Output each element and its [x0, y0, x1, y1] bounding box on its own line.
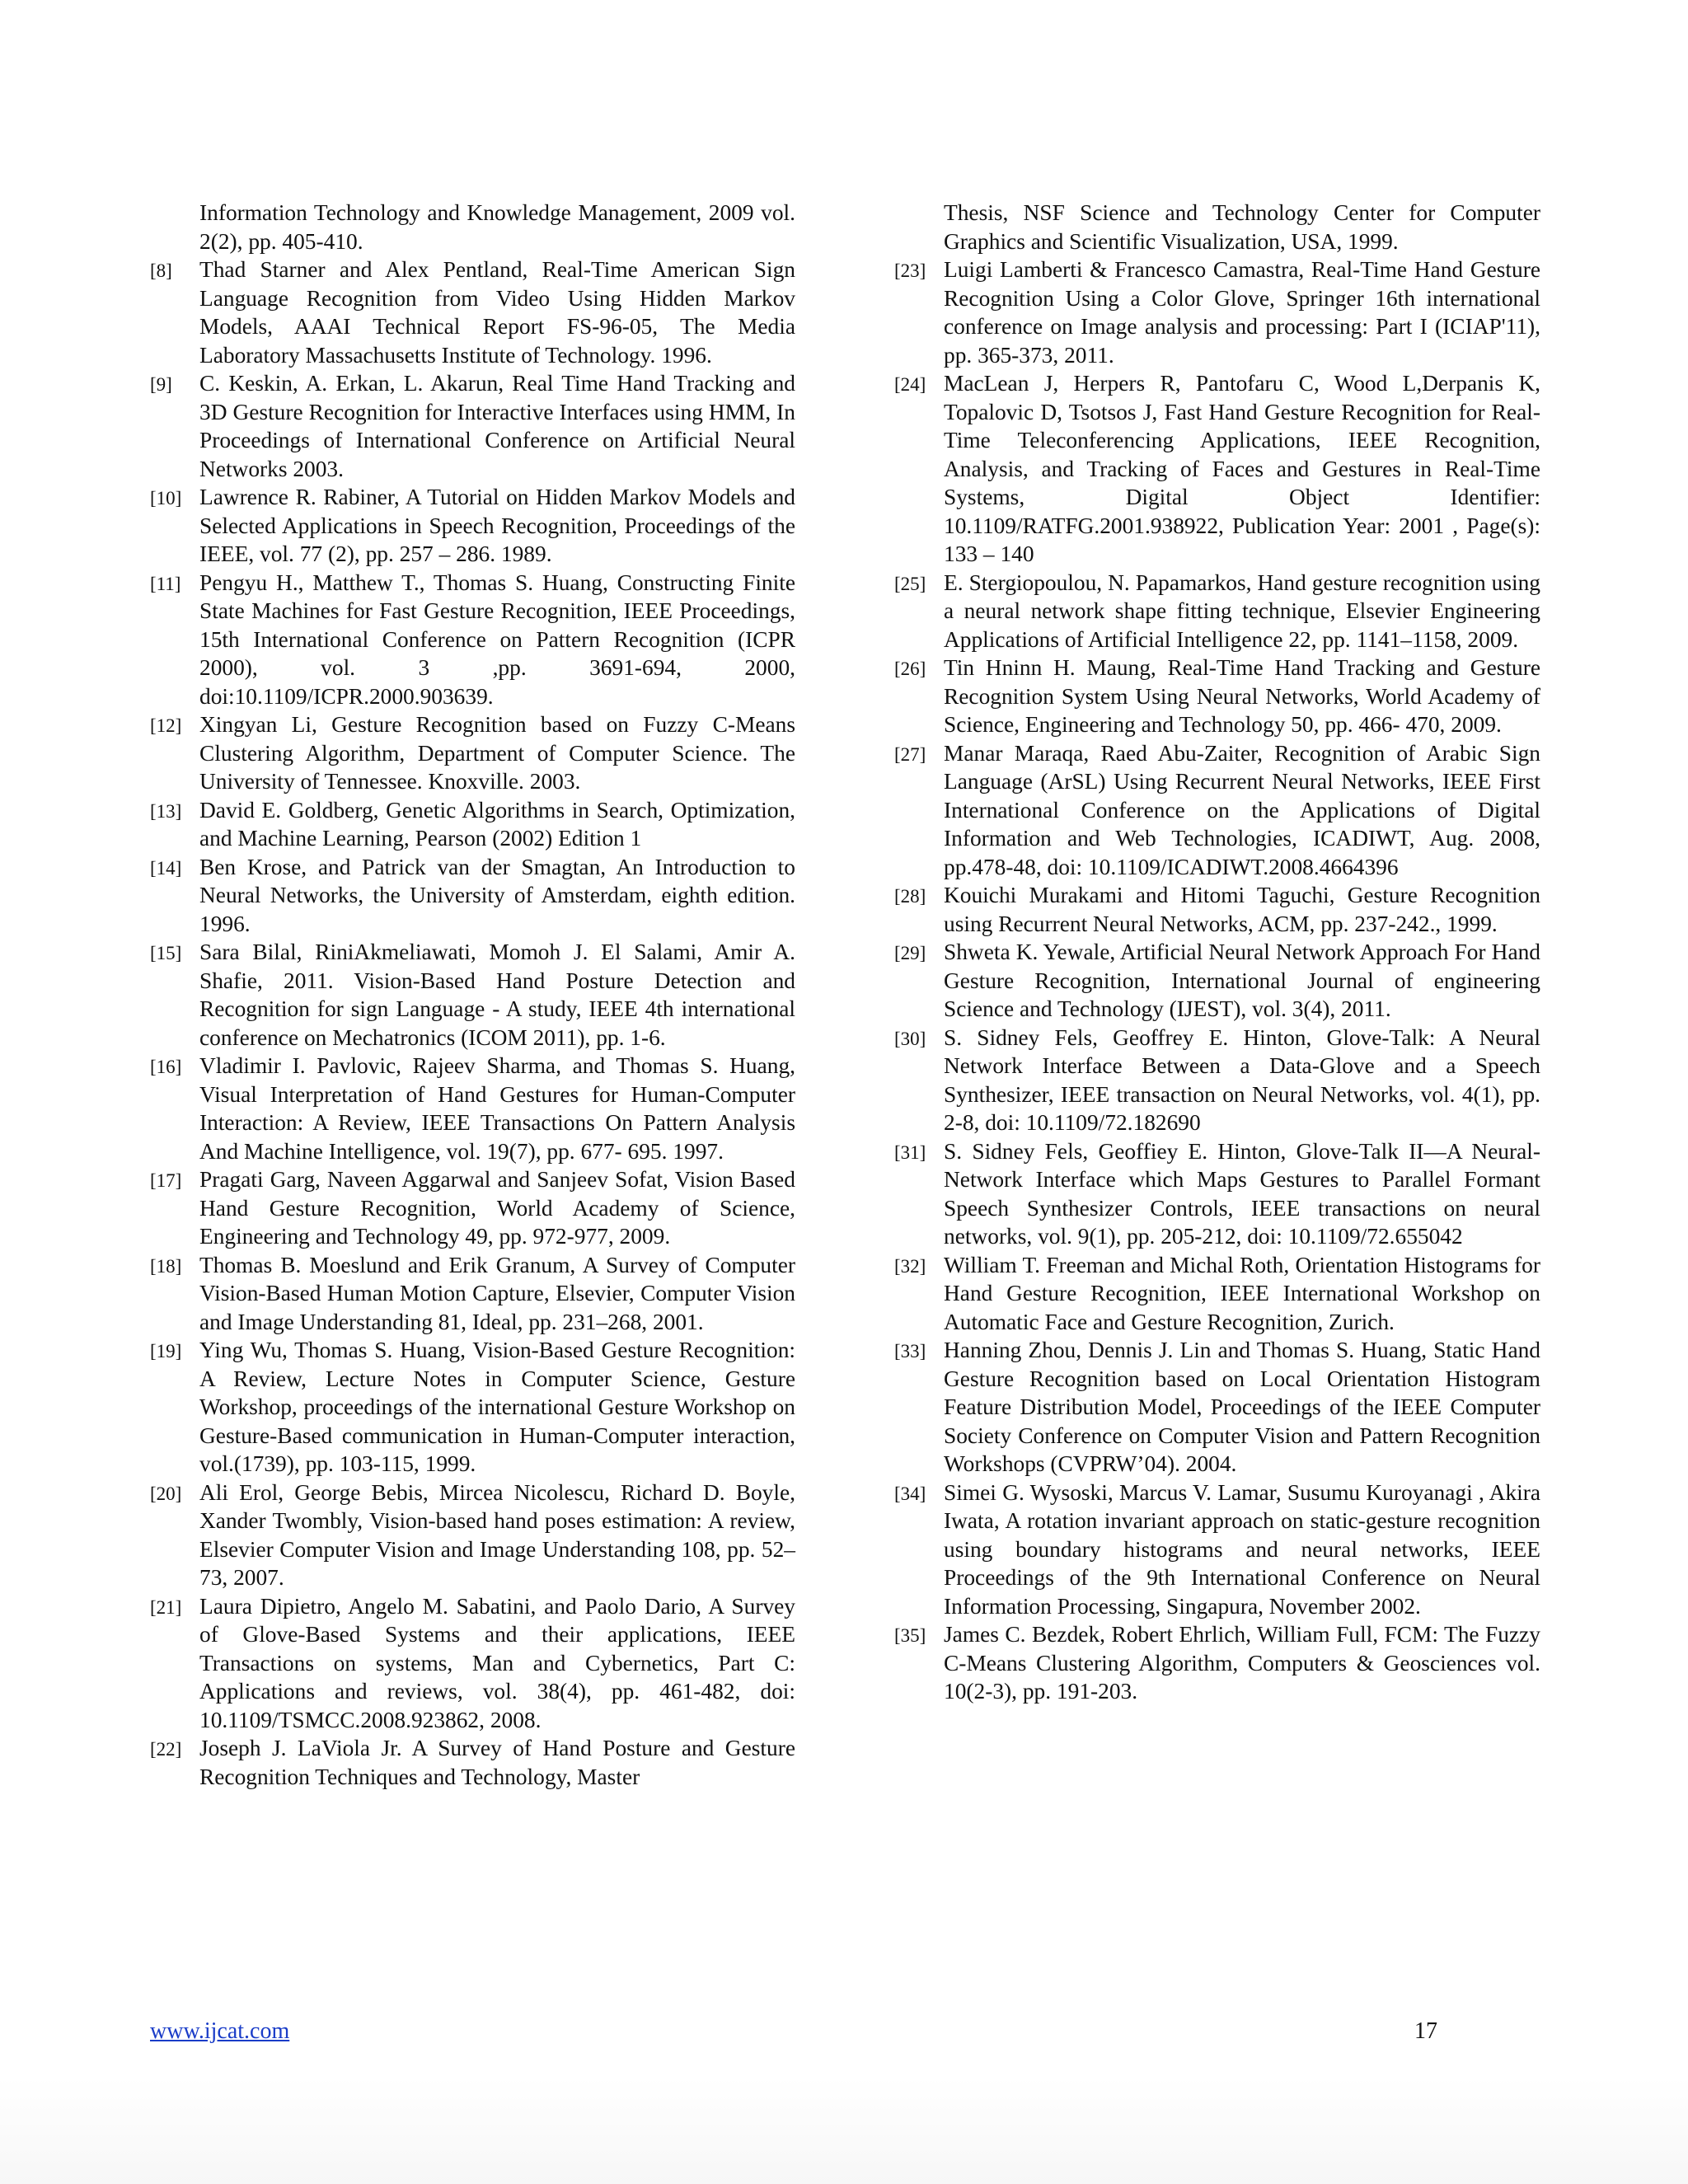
- references-left-column: [150, 199, 795, 1791]
- reference-number: [19]: [150, 1341, 182, 1361]
- reference-number: [25]: [894, 573, 926, 594]
- reference-number: [32]: [894, 1255, 926, 1277]
- reference-continuation: [150, 199, 795, 255]
- reference-text: Sara Bilal, RiniAkmeliawati, Momoh J. El Salami, Amir A. Shafie, 2011. Vision-Based Hand Posture Detection and Recognition for sign Language - A study, IEEE 4th international conference on Mechatronics (ICOM 2011), pp. 1-6.: [199, 940, 795, 1050]
- reference-text: Manar Maraqa, Raed Abu-Zaiter, Recognition of Arabic Sign Language (ArSL) Using Recurrent Neural Networks, IEEE First International Conference on the Applications of Digital Information and Web Technologies, ICADIWT, Aug. 2008, pp.478-48, doi: 10.1109/ICADIWT.2008.4664396: [944, 740, 1540, 879]
- reference-text: James C. Bezdek, Robert Ehrlich, William Full, FCM: The Fuzzy C-Means Clustering Algorithm, Computers & Geosciences vol. 10(2-3), pp. 191-203.: [944, 1622, 1540, 1704]
- reference-item: [894, 255, 1540, 369]
- reference-text: William T. Freeman and Michal Roth, Orientation Histograms for Hand Gesture Recognition, IEEE International Workshop on Automatic Face and Gesture Recognition, Zurich.: [944, 1252, 1540, 1334]
- reference-text: Ali Erol, George Bebis, Mircea Nicolescu, Richard D. Boyle, Xander Twombly, Vision-based hand poses estimation: A review, Elsevier Computer Vision and Image Understanding 108, pp. 52–73, 2007.: [199, 1479, 795, 1590]
- reference-item: [150, 1052, 795, 1165]
- reference-item: [150, 1336, 795, 1479]
- reference-text: Luigi Lamberti & Francesco Camastra, Real-Time Hand Gesture Recognition Using a Color Glove, Springer 16th international conference on Image analysis and processing: Part I (ICIAP'11), pp. 365-373, 2011.: [944, 257, 1540, 368]
- reference-item: [894, 1024, 1540, 1137]
- reference-text: Laura Dipietro, Angelo M. Sabatini, and Paolo Dario, A Survey of Glove-Based Systems and their applications, IEEE Transactions on systems, Man and Cybernetics, Part C: Applications and reviews, vol. 38(4), pp. 461-482, doi: 10.1109/TSMCC.2008.923862, 2008.: [199, 1593, 795, 1732]
- reference-number: [15]: [150, 943, 182, 963]
- reference-text: Tin Hninn H. Maung, Real-Time Hand Tracking and Gesture Recognition System Using Neural Networks, World Academy of Science, Engineering and Technology 50, pp. 466- 470, 2009.: [944, 655, 1540, 737]
- reference-text: Simei G. Wysoski, Marcus V. Lamar, Susumu Kuroyanagi , Akira Iwata, A rotation invariant approach on static-gesture recognition using boundary histograms and neural networks, IEEE Proceedings of the 9th International Conference on Neural Information Processing, Singapura, November 2002.: [944, 1479, 1540, 1619]
- reference-text: Information Technology and Knowledge Management, 2009 vol. 2(2), pp. 405-410.: [199, 200, 795, 254]
- reference-item: [150, 938, 795, 1052]
- reference-number: [22]: [150, 1739, 182, 1760]
- reference-item: [894, 938, 1540, 1024]
- reference-number: [17]: [150, 1170, 182, 1191]
- reference-number: [28]: [894, 886, 926, 907]
- reference-item: [894, 881, 1540, 938]
- reference-number: [20]: [150, 1483, 182, 1504]
- reference-number: [18]: [150, 1255, 182, 1277]
- reference-number: [13]: [150, 800, 182, 822]
- reference-text: Vladimir I. Pavlovic, Rajeev Sharma, and Thomas S. Huang, Visual Interpretation of Hand Gestures for Human-Computer Interaction: A Review, IEEE Transactions On Pattern Analysis And Machine Intelligence, vol. 19(7), pp. 677- 695. 1997.: [199, 1053, 795, 1164]
- reference-item: [150, 1165, 795, 1251]
- reference-number: [24]: [894, 374, 926, 395]
- reference-item: [894, 1620, 1540, 1706]
- reference-text: S. Sidney Fels, Geoffiey E. Hinton, Glove-Talk II—A Neural-Network Interface which Maps Gestures to Parallel Formant Speech Synthesizer Controls, IEEE transactions on neural networks, vol. 9(1), pp. 205-212, doi: 10.1109/72.655042: [944, 1138, 1540, 1249]
- reference-text: Thad Starner and Alex Pentland, Real-Time American Sign Language Recognition from Video Using Hidden Markov Models, AAAI Technical Report FS-96-05, The Media Laboratory Massachusetts Institute of Technology. 1996.: [199, 257, 795, 368]
- journal-website-link[interactable]: www.ijcat.com: [150, 2018, 290, 2044]
- page-bottom-shading: [0, 2077, 1688, 2184]
- reference-item: [894, 1479, 1540, 1621]
- reference-text: Pengyu H., Matthew T., Thomas S. Huang, Constructing Finite State Machines for Fast Gesture Recognition, IEEE Proceedings, 15th International Conference on Pattern Recognition (ICPR 2000), vol. 3 ,pp. 3691-694, 2000, doi:10.1109/ICPR.2000.903639.: [199, 569, 795, 709]
- reference-item: [894, 1336, 1540, 1479]
- reference-text: E. Stergiopoulou, N. Papamarkos, Hand gesture recognition using a neural network shape fitting technique, Elsevier Engineering Applications of Artificial Intelligence 22, pp. 1141–1158, 2009.: [944, 569, 1540, 652]
- reference-text: Pragati Garg, Naveen Aggarwal and Sanjeev Sofat, Vision Based Hand Gesture Recognition, World Academy of Science, Engineering and Technology 49, pp. 972-977, 2009.: [199, 1167, 795, 1249]
- reference-item: [150, 1479, 795, 1592]
- reference-number: [21]: [150, 1596, 182, 1618]
- reference-text: Xingyan Li, Gesture Recognition based on Fuzzy C-Means Clustering Algorithm, Department of Computer Science. The University of Tennessee. Knoxville. 2003.: [199, 712, 795, 794]
- reference-number: [34]: [894, 1483, 926, 1504]
- reference-item: [894, 369, 1540, 569]
- reference-number: [12]: [150, 715, 182, 736]
- reference-text: Ying Wu, Thomas S. Huang, Vision-Based Gesture Recognition: A Review, Lecture Notes in Computer Science, Gesture Workshop, proceedings of the international Gesture Workshop on Gesture-Based communication in Human-Computer interaction, vol.(1739), pp. 103-115, 1999.: [199, 1338, 795, 1476]
- reference-item: [150, 853, 795, 939]
- page-number: 17: [1414, 2018, 1437, 2044]
- reference-text: Shweta K. Yewale, Artificial Neural Network Approach For Hand Gesture Recognition, International Journal of engineering Science and Technology (IJEST), vol. 3(4), 2011.: [944, 940, 1540, 1021]
- reference-item: [150, 1251, 795, 1337]
- reference-number: [9]: [150, 374, 172, 395]
- reference-text: Thomas B. Moeslund and Erik Granum, A Survey of Computer Vision-Based Human Motion Capture, Elsevier, Computer Vision and Image Understanding 81, Ideal, pp. 231–268, 2001.: [199, 1252, 795, 1334]
- reference-text: S. Sidney Fels, Geoffrey E. Hinton, Glove-Talk: A Neural Network Interface Between a Data-Glove and a Speech Synthesizer, IEEE transaction on Neural Networks, vol. 4(1), pp. 2-8, doi: 10.1109/72.182690: [944, 1024, 1540, 1135]
- reference-number: [16]: [150, 1057, 182, 1077]
- reference-item: [894, 654, 1540, 739]
- reference-text: Hanning Zhou, Dennis J. Lin and Thomas S. Huang, Static Hand Gesture Recognition based on Local Orientation Histogram Feature Distribution Model, Proceedings of the IEEE Computer Society Conference on Computer Vision and Pattern Recognition Workshops (CVPRW’04). 2004.: [944, 1338, 1540, 1476]
- reference-number: [31]: [894, 1141, 926, 1163]
- reference-text: Ben Krose, and Patrick van der Smagtan, An Introduction to Neural Networks, the University of Amsterdam, eighth edition. 1996.: [199, 854, 795, 936]
- reference-number: [33]: [894, 1341, 926, 1361]
- reference-number: [11]: [150, 573, 181, 594]
- reference-item: [150, 369, 795, 483]
- reference-item: [150, 569, 795, 711]
- reference-number: [30]: [894, 1028, 926, 1049]
- references-right-column: [894, 199, 1540, 1706]
- reference-number: [8]: [150, 260, 172, 281]
- reference-text: David E. Goldberg, Genetic Algorithms in Search, Optimization, and Machine Learning, Pearson (2002) Edition 1: [199, 797, 795, 851]
- reference-item: [894, 569, 1540, 654]
- reference-number: [27]: [894, 743, 926, 765]
- reference-number: [10]: [150, 488, 182, 509]
- reference-number: [35]: [894, 1625, 926, 1646]
- reference-text: Joseph J. LaViola Jr. A Survey of Hand Posture and Gesture Recognition Techniques and Technology, Master: [199, 1736, 795, 1789]
- reference-text: Lawrence R. Rabiner, A Tutorial on Hidden Markov Models and Selected Applications in Speech Recognition, Proceedings of the IEEE, vol. 77 (2), pp. 257 – 286. 1989.: [199, 485, 795, 566]
- reference-item: [894, 1137, 1540, 1251]
- reference-item: [894, 739, 1540, 882]
- reference-item: [150, 796, 795, 853]
- reference-number: [14]: [150, 857, 182, 879]
- reference-text: MacLean J, Herpers R, Pantofaru C, Wood L,Derpanis K, Topalovic D, Tsotsos J, Fast Hand Gesture Recognition for Real-Time Teleconferencing Applications, IEEE Recognition, Analysis, and Tracking of Faces and Gestures in Real-Time Systems, Digital Object Identifier: 10.1109/RATFG.2001.938922, Publication Year: 2001 , Page(s): 133 – 140: [944, 371, 1540, 566]
- reference-item: [150, 1592, 795, 1735]
- reference-item: [894, 1251, 1540, 1337]
- reference-item: [150, 483, 795, 569]
- reference-continuation: [894, 199, 1540, 255]
- reference-item: [150, 1734, 795, 1791]
- reference-item: [150, 710, 795, 796]
- reference-number: [26]: [894, 658, 926, 679]
- reference-number: [23]: [894, 260, 926, 281]
- reference-number: [29]: [894, 943, 926, 963]
- reference-text: Kouichi Murakami and Hitomi Taguchi, Gesture Recognition using Recurrent Neural Networks, ACM, pp. 237-242., 1999.: [944, 883, 1540, 936]
- reference-text: Thesis, NSF Science and Technology Center for Computer Graphics and Scientific Visualization, USA, 1999.: [944, 200, 1540, 254]
- reference-item: [150, 255, 795, 369]
- reference-text: C. Keskin, A. Erkan, L. Akarun, Real Time Hand Tracking and 3D Gesture Recognition for Interactive Interfaces using HMM, In Proceedings of International Conference on Artificial Neural Networks 2003.: [199, 371, 795, 481]
